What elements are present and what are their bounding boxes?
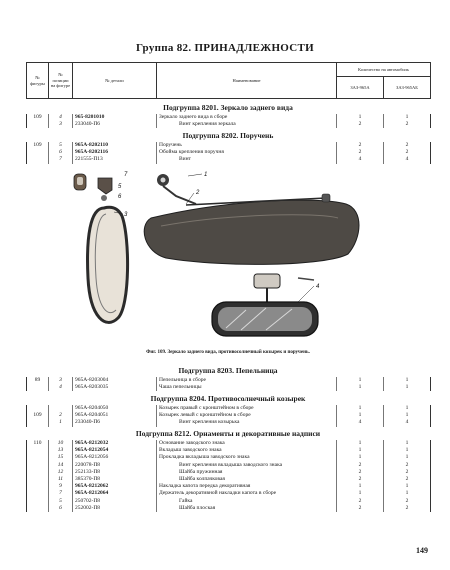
cell-name: Козырек левый с кронштейном в сборе: [157, 412, 337, 419]
cell-name: Основание заводского знака: [157, 440, 337, 447]
callout-1: 1: [204, 172, 208, 178]
cell-qty-a: 1: [337, 384, 384, 391]
cell-qty-b: 1: [384, 405, 431, 412]
cell-fig: 89: [27, 377, 49, 384]
cell-part: 965А-8202110: [73, 142, 157, 149]
cell-qty-a: 1: [337, 454, 384, 461]
cell-part: 221555-П13: [73, 156, 157, 163]
cell-name: Шайба плоская: [157, 505, 337, 512]
table-row: [27, 454, 431, 461]
table-row: [27, 490, 431, 497]
cell-pos: 4: [49, 384, 73, 391]
cell-part: 385370-П8: [73, 476, 157, 483]
cell-part: 965А-8212054: [73, 447, 157, 454]
cell-qty-b: 2: [384, 121, 431, 128]
cell-qty-b: 1: [384, 483, 431, 490]
cell-qty-a: 2: [337, 498, 384, 505]
cell-pos: 2: [49, 412, 73, 419]
table-8201: [26, 114, 431, 128]
cell-name: Шайба пружинная: [157, 469, 337, 476]
cell-qty-a: 1: [337, 447, 384, 454]
table-row: [27, 384, 431, 391]
page-title: Группа 82. ПРИНАДЛЕЖНОСТИ: [135, 42, 315, 54]
table-row: [27, 121, 431, 128]
cell-qty-a: 1: [337, 114, 384, 121]
cell-qty-b: 1: [384, 490, 431, 497]
cell-part: 233040-П6: [73, 419, 157, 426]
cell-qty-a: 1: [337, 377, 384, 384]
callout-7: 7: [124, 172, 128, 178]
cell-pos: 9: [49, 483, 73, 490]
cell-qty-a: 2: [337, 476, 384, 483]
table-row: [27, 483, 431, 490]
callout-4: 4: [316, 284, 320, 290]
cell-name: Зеркало заднего вида в сборе: [157, 114, 337, 121]
header-pos: № позиции на фигуре: [49, 63, 73, 99]
table-row: [27, 412, 431, 419]
table-row: [27, 476, 431, 483]
table-row: [27, 114, 431, 121]
cell-part: 965А-8203035: [73, 384, 157, 391]
subgroup-8202-title: Подгруппа 8202. Поручень: [182, 131, 274, 140]
table-8202: [26, 142, 431, 164]
cell-fig: 109: [27, 412, 49, 419]
header-fig: № фигуры: [27, 63, 49, 99]
table-row: [27, 377, 431, 384]
cell-fig: [27, 469, 49, 476]
cell-qty-b: 1: [384, 377, 431, 384]
cell-qty-a: 2: [337, 121, 384, 128]
cell-qty-b: 1: [384, 412, 431, 419]
cell-qty-a: 1: [337, 405, 384, 412]
cell-fig: [27, 149, 49, 156]
cell-qty-b: 1: [384, 440, 431, 447]
cell-qty-a: 1: [337, 412, 384, 419]
cell-pos: 7: [49, 156, 73, 163]
cell-qty-a: 4: [337, 156, 384, 163]
cell-pos: 7: [49, 490, 73, 497]
cell-qty-b: 2: [384, 476, 431, 483]
header-qty-a: ЗАЗ-965А: [337, 77, 384, 99]
cell-name: Козырек правый с кронштейном в сборе: [157, 405, 337, 412]
cell-name: Обойма крепления поручня: [157, 149, 337, 156]
table-row: [27, 440, 431, 447]
cell-part: 965А-8212032: [73, 440, 157, 447]
rear-view-mirror-drawing: [212, 274, 318, 336]
cell-name: Поручень: [157, 142, 337, 149]
cell-part: 965А-8212064: [73, 490, 157, 497]
cell-fig: 110: [27, 440, 49, 447]
cell-pos: 6: [49, 149, 73, 156]
cell-qty-b: 2: [384, 462, 431, 469]
table-row: [27, 156, 431, 163]
callout-6: 6: [118, 194, 122, 200]
table-row: [27, 419, 431, 426]
cell-part: 252002-П8: [73, 505, 157, 512]
cell-qty-a: 2: [337, 469, 384, 476]
cell-fig: [27, 121, 49, 128]
cell-part: 965-8201010: [73, 114, 157, 121]
page-number: 149: [416, 546, 428, 555]
cell-part: 965А-8204050: [73, 405, 157, 412]
cell-part: 965А-8204051: [73, 412, 157, 419]
callout-3: 3: [124, 212, 128, 218]
table-row: [27, 405, 431, 412]
cell-qty-a: 2: [337, 149, 384, 156]
subgroup-8203-title: Подгруппа 8203. Пепельница: [178, 366, 278, 375]
callout-2: 2: [196, 190, 200, 196]
cell-name: Чаша пепельницы: [157, 384, 337, 391]
cell-qty-b: 4: [384, 419, 431, 426]
table-row: [27, 498, 431, 505]
cell-pos: 13: [49, 447, 73, 454]
cell-part: 965А-8212056: [73, 454, 157, 461]
cell-pos: 3: [49, 121, 73, 128]
cell-qty-a: 2: [337, 462, 384, 469]
cell-qty-b: 2: [384, 505, 431, 512]
cell-fig: [27, 498, 49, 505]
callout-5: 5: [118, 184, 122, 190]
figure-109-illustration: [26, 168, 430, 348]
table-8204: [26, 405, 431, 427]
cell-name: Шайба колпачковая: [157, 476, 337, 483]
table-row: [27, 142, 431, 149]
cell-part: 220078-П8: [73, 462, 157, 469]
cell-qty-b: 1: [384, 454, 431, 461]
cell-pos: 3: [49, 377, 73, 384]
cell-pos: 10: [49, 440, 73, 447]
cell-qty-b: 2: [384, 149, 431, 156]
cell-pos: 15: [49, 454, 73, 461]
cell-qty-a: 1: [337, 490, 384, 497]
cell-qty-b: 2: [384, 142, 431, 149]
cell-name: Прокладка вкладыша заводского знака: [157, 454, 337, 461]
cell-fig: [27, 454, 49, 461]
cell-part: 233040-П6: [73, 121, 157, 128]
sun-visor-drawing: [144, 174, 359, 264]
cell-fig: 109: [27, 142, 49, 149]
header-qty-b: ЗАЗ-965АБ: [384, 77, 431, 99]
cell-part: 250702-П8: [73, 498, 157, 505]
cell-fig: [27, 419, 49, 426]
cell-fig: 109: [27, 114, 49, 121]
table-header: [26, 62, 431, 99]
cell-name: Вкладыш заводского знака: [157, 447, 337, 454]
cell-fig: [27, 462, 49, 469]
cell-part: 965А-8212062: [73, 483, 157, 490]
cell-fig: [27, 483, 49, 490]
cell-pos: 5: [49, 142, 73, 149]
table-row: [27, 505, 431, 512]
cell-part: 252133-П8: [73, 469, 157, 476]
table-row: [27, 149, 431, 156]
cell-pos: 1: [49, 419, 73, 426]
cell-pos: 14: [49, 462, 73, 469]
subgroup-8201-title: Подгруппа 8201. Зеркало заднего вида: [163, 103, 293, 112]
cell-fig: [27, 505, 49, 512]
cell-pos: [49, 405, 73, 412]
cell-part: 965А-8202116: [73, 149, 157, 156]
cell-name: Накладка капота передка декоративная: [157, 483, 337, 490]
figure-caption: Фиг. 109. Зеркало заднего вида, противосолнечный козырек и поручень.: [146, 350, 310, 355]
cell-name: Винт крепления козырька: [157, 419, 337, 426]
cell-fig: [27, 384, 49, 391]
table-8203: [26, 377, 431, 391]
cell-name: Винт крепления вкладыша заводского знака: [157, 462, 337, 469]
cell-fig: [27, 405, 49, 412]
header-name: Наименование: [157, 63, 337, 99]
cell-qty-b: 2: [384, 498, 431, 505]
cell-name: Винт крепления зеркала: [157, 121, 337, 128]
cell-qty-a: 4: [337, 419, 384, 426]
cell-pos: 6: [49, 505, 73, 512]
cell-fig: [27, 476, 49, 483]
table-row: [27, 469, 431, 476]
cell-fig: [27, 490, 49, 497]
cell-fig: [27, 156, 49, 163]
table-8212: [26, 440, 431, 512]
cell-qty-b: 1: [384, 384, 431, 391]
table-row: [27, 447, 431, 454]
cell-name: Винт: [157, 156, 337, 163]
cell-qty-b: 4: [384, 156, 431, 163]
cell-qty-a: 1: [337, 483, 384, 490]
cell-qty-a: 1: [337, 440, 384, 447]
header-qty: Количество на автомобиль: [337, 63, 431, 77]
cell-qty-b: 1: [384, 447, 431, 454]
cell-fig: [27, 447, 49, 454]
handle-bracket-drawing: [98, 178, 112, 201]
cell-qty-a: 2: [337, 505, 384, 512]
cell-name: Пепельница в сборе: [157, 377, 337, 384]
cell-name: Гайка: [157, 498, 337, 505]
cell-pos: 5: [49, 498, 73, 505]
table-row: [27, 462, 431, 469]
cell-qty-a: 2: [337, 142, 384, 149]
cell-pos: 12: [49, 469, 73, 476]
cell-qty-b: 1: [384, 114, 431, 121]
header-part: № детали: [73, 63, 157, 99]
cell-part: 965А-8203004: [73, 377, 157, 384]
cell-pos: 4: [49, 114, 73, 121]
cell-name: Держатель декоративной накладки капота в сборе: [157, 490, 337, 497]
subgroup-8212-title: Подгруппа 8212. Орнаменты и декоративные надписи: [135, 429, 321, 438]
subgroup-8204-title: Подгруппа 8204. Противосолнечный козырек: [150, 394, 306, 403]
cell-pos: 11: [49, 476, 73, 483]
cell-qty-b: 2: [384, 469, 431, 476]
